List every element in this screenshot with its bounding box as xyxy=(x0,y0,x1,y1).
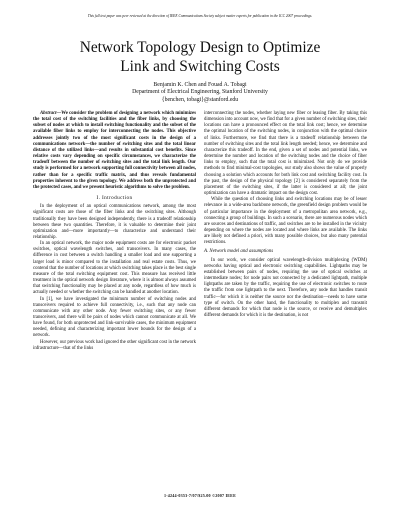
author-affiliation: Department of Electrical Engineering, Stanford University xyxy=(132,89,268,96)
section-heading-introduction: I. Introduction xyxy=(96,195,133,202)
body-paragraph: In an optical network, the major node equipment costs are for electronic packet switches, optical wavelength switches, and transceivers. In many cases, the difference in cost between a switch handling a smaller load and one supporting a larger load is minor compared to the installation and real estate costs. Thus, we contend that the number of locations at which switching takes place is the best single measure of the total switching equipment cost. This measure has received little treatment in the optical network design literature, where it is almost always assumed that switching functionality may be placed at any node, regardless of how much is actually needed or whether the switching can be handled at another location. xyxy=(33,241,196,296)
abstract xyxy=(33,111,196,191)
body-paragraph: In the deployment of an optical communications network, among the most significant costs are those of the fiber links and the switching sites. Although traditionally they have been designed independently, there is a tradeoff relationship between these two quantities. Therefore, it is valuable to determine their joint optimization and—more importantly—to characterize and understand their relationship. xyxy=(33,204,196,240)
body-paragraph: While the question of choosing links and switching locations may be of lesser relevance in a wide-area backbone network, the greenfield design problem would be of particular importance in the deployment of a metropolitan area network, e.g., connecting a group of buildings. In such a scenario, there are numerous nodes which are sources and destinations of traffic, and switches are to be installed in the vicinity depending on where the nodes are located and where links are available. The links are likely not defined a priori, with many possible choices, but also many potential restrictions. xyxy=(204,197,367,246)
abstract-text: —We consider the problem of designing a network which minimizes the total cost of the switching facilities and the fiber links, by choosing the subset of nodes at which to install switching functionality and the subset of the available fiber links to employ for interconnecting the nodes. This objective addresses jointly two of the most significant costs in the design of a communications network—the number of switching sites and the total linear distance of the utilized links—and results in substantial cost benefits. Since relative costs vary depending on specific circumstances, we characterize the tradeoff between the number of switching sites and the total link length. Our study is performed for a network supporting full connectivity between all nodes, rather than for a specific traffic matrix, and thus reveals fundamental properties inherent to the given topology. We address both the unprotected and the protected cases, and we present heuristic algorithms to solve the problem. xyxy=(33,111,196,190)
copyright-footer: 1-4244-0353-7/07/$25.00 ©2007 IEEE xyxy=(163,493,237,498)
peer-review-note: This full text paper was peer reviewed at the direction of IEEE Communications Society subject matter experts for publication in the ICC 2007 proceedings. xyxy=(87,14,313,18)
title-line-2: Link and Switching Costs xyxy=(120,58,280,75)
left-column xyxy=(33,111,196,352)
subsection-heading: A. Network model and assumptions xyxy=(204,249,274,255)
body-paragraph: However, our previous work had ignored the other significant cost in the network infrastructure—that of the links xyxy=(33,339,196,351)
body-paragraph: In [1], we have investigated the minimum number of switching nodes and transceivers required to achieve full connectivity, i.e., such that any node can communicate with any other node. Any fewer switching sites, or any fewer transceivers, and there will be pairs of nodes which cannot communicate at all. We have found, for both unprotected and link-survivable cases, the minimum equipment needed, defining and characterizing important lower bounds for the design of a network. xyxy=(33,296,196,339)
paper-title xyxy=(30,38,370,76)
author-names: Benjamin K. Chen and Fouad A. Tobagi xyxy=(153,82,247,88)
author-email: {benchen, tobagi}@stanford.edu xyxy=(161,96,239,103)
abstract-label: Abstract xyxy=(40,111,57,116)
author-block xyxy=(60,82,340,104)
title-line-1: Network Topology Design to Optimize xyxy=(79,39,321,56)
right-column xyxy=(204,111,367,319)
body-paragraph: interconnecting the nodes, whether laying new fiber or leasing fiber. By taking this dimension into account now, we find that for a given number of switching sites, their locations can have a pronounced effect on the total link cost; hence, we determine the optimal location of the switching nodes, in conjunction with the optimal choice of links. Furthermore, we find that there is a tradeoff relationship between the number of switching sites and the total link length needed; hence, we determine and characterize this tradeoff. In the end, given a set of nodes and potential links, we determine the number and location of the switching nodes and the choice of fiber links to employ, such that the total cost is minimized. Not only do we provide methods to find minimal-cost topologies, our study also shows the value of properly choosing a solution which accounts for both link cost and switching facility cost. In the past, the design of the physical topology [2] is considered separately from the placement of the switching sites, if the latter is considered at all; the joint optimization can have a dramatic impact on the design cost. xyxy=(204,111,367,197)
body-paragraph: In our work, we consider optical wavelength-division multiplexing (WDM) networks having optical and electronic switching capabilities. Lightpaths may be established between pairs of nodes, requiring the use of optical switches at intermediate nodes; for node pairs not connected by a dedicated lightpath, multiple lightpaths are taken by the traffic, requiring the use of electronic switches to route the traffic from one lightpath to the next. Therefore, any node that handles transit traffic—for which it is neither the source nor the destination—needs to have some type of switch. On the other hand, the functionality to multiplex and transmit different demands for which that node is the source, or receive and demultiplex different demands for which it is the destination, is not xyxy=(204,257,367,318)
